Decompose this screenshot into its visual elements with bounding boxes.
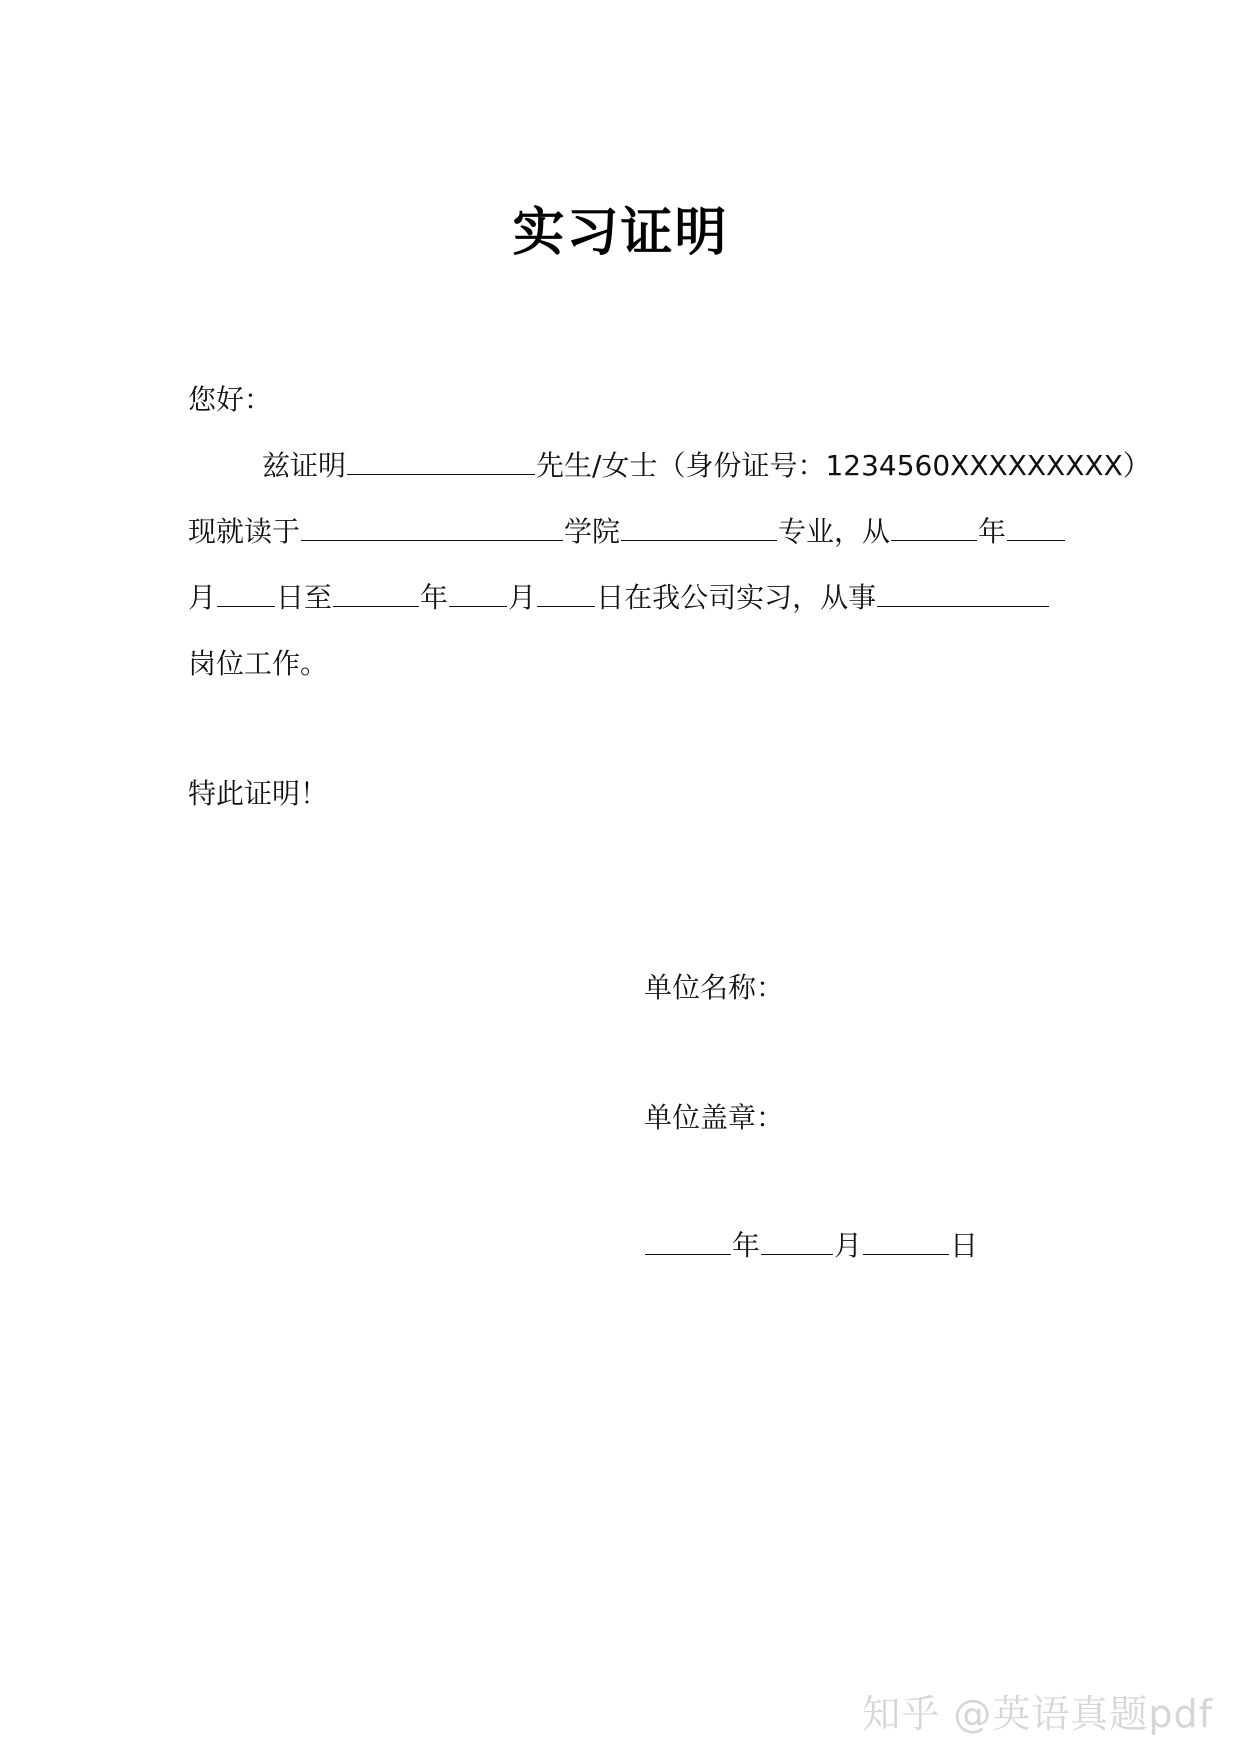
name-blank: [347, 450, 535, 475]
date-month-label: 月: [834, 1229, 863, 1262]
text-segment: 学院: [564, 515, 621, 548]
unit-seal-label: 单位盖章：: [644, 1101, 785, 1134]
school-blank: [301, 516, 563, 541]
date-year-label: 年: [732, 1229, 761, 1262]
document-title: 实习证明: [512, 203, 729, 263]
greeting: 您好：: [188, 383, 273, 416]
start-year-blank: [891, 516, 977, 541]
start-day-blank: [217, 582, 275, 607]
text-segment: 专业，从: [778, 515, 891, 548]
paragraph-line-1: [262, 448, 1151, 484]
major-blank: [621, 516, 777, 541]
paragraph-line-2: [188, 514, 1066, 550]
text-segment: 月: [508, 581, 537, 614]
text-segment: 年: [420, 581, 449, 614]
closing-statement: 特此证明！: [188, 777, 329, 810]
text-segment: 先生/女士（身份证号：1234560XXXXXXXXX）: [536, 449, 1151, 482]
text-segment: 现就读于: [188, 515, 301, 548]
text-segment: 月: [188, 581, 217, 614]
end-month-blank: [449, 582, 507, 607]
position-blank: [877, 582, 1049, 607]
start-month-blank: [1007, 516, 1065, 541]
text-segment: 日至: [276, 581, 333, 614]
date-day-label: 日: [950, 1229, 979, 1262]
text-segment: 年: [978, 515, 1007, 548]
sign-day-blank: [863, 1230, 949, 1255]
unit-name-label: 单位名称：: [644, 971, 785, 1004]
text-segment: 兹证明: [262, 449, 347, 482]
paragraph-line-4: 岗位工作。: [188, 647, 329, 680]
watermark: 知乎 @英语真题pdf: [862, 1692, 1213, 1736]
sign-year-blank: [645, 1230, 731, 1255]
end-year-blank: [333, 582, 419, 607]
paragraph-line-3: [188, 580, 1050, 616]
text-segment: 日在我公司实习，从事: [596, 581, 877, 614]
sign-month-blank: [761, 1230, 833, 1255]
end-day-blank: [537, 582, 595, 607]
date-line: [644, 1228, 978, 1264]
